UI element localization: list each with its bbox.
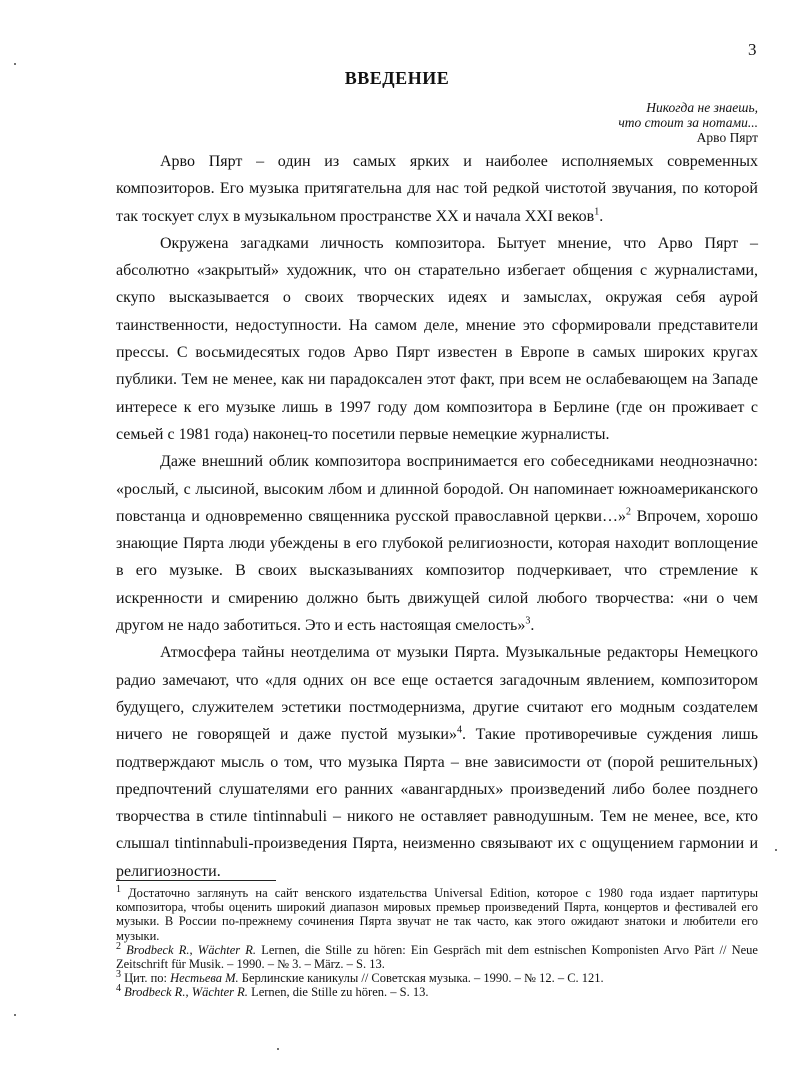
paragraph-3-tail: . [530,617,535,635]
footnote-2-authors: Brodbeck R., Wächter R. [121,942,257,957]
footnote-4-number: 4 [116,983,121,995]
epigraph-line-2: что стоит за нотами... [618,115,758,130]
footnote-3-number: 3 [116,969,121,981]
footnote-ref-1: 1 [594,206,600,218]
footnote-3 [116,971,758,985]
footnote-ref-3: 3 [525,615,531,627]
footnote-ref-4: 4 [456,724,462,736]
epigraph-author: Арво Пярт [696,130,758,145]
footnote-1-number: 1 [116,883,121,895]
footnote-4-authors: Brodbeck R., Wächter R. [121,985,248,1000]
body-text [116,148,758,885]
footnote-2 [116,940,758,972]
scan-speck [14,1014,16,1016]
footnote-3-prefix: Цит. по: [121,971,171,986]
paragraph-2 [116,230,758,448]
footnote-3-text: Берлинские каникулы // Советская музыка. – 1990. – № 12. – С. 121. [238,971,604,986]
footnote-ref-2: 2 [626,506,631,518]
paragraph-1 [116,148,758,230]
epigraph [618,100,758,145]
footnote-4 [116,985,758,999]
footnote-4-text: Lernen, die Stille zu hören. – S. 13. [247,985,429,1000]
paragraph-1-text: Арво Пярт – один из самых ярких и наиболее исполняемых современных композиторов. Его музыка притягательна для нас той редкой чистотой звучания, по которой так тоскует слух в музыкальном пространстве XX и начала XXI веков [116,153,758,225]
footnote-divider [116,880,276,881]
page-title: ВВЕДЕНИЕ [344,68,450,88]
scan-speck [277,1048,279,1050]
epigraph-line-1: Никогда не знаешь, [646,100,758,115]
footnote-2-number: 2 [116,940,121,952]
paragraph-4-text-a: Атмосфера тайны неотделима от музыки Пярта. Музыкальные редакторы Немецкого радио замечают, что «для одних он все еще остается загадочным явлением, композитором будущего, служителем эстетики постмодернизма, другие считают его модным создателем ничего не говорящей и даже пустой музыки» [116,644,758,744]
scan-speck [14,63,16,65]
footnote-2-text: Lernen, die Stille zu hören: Ein Gespräch mit dem estnischen Komponisten Arvo Pärt // Neue Zeitschrift für Musik. – 1990. – № 3. – März. – S. 13. [116,942,758,972]
footnote-1-text: Достаточно заглянуть на сайт венского издательства Universal Edition, которое с 1980 года издает партитуры композитора, чтобы оценить широкий диапазон мировых премьер произведений Пярта, концертов и фестивалей его музыки. В России по-прежнему сочинения Пярта звучат не так часто, как этого ожидают знатоки и любители его музыки. [116,886,758,943]
paragraph-3 [116,448,758,639]
footnote-1 [116,883,758,943]
footnotes [116,883,758,1000]
paragraph-3-text-b: Впрочем, хорошо знающие Пярта люди убеждены в его глубокой религиозности, которая находит воплощение в его музыке. В своих высказываниях композитор подчеркивает, что стремление к искренности и смирению должно быть движущей силой любого творчества: «ни о чем другом не надо заботиться. Это и есть настоящая смелость» [116,507,758,635]
paragraph-3-text-a: Даже внешний облик композитора воспринимается его собеседниками неоднозначно: «рослый, с лысиной, высоким лбом и длинной бородой. Он напоминает южноамериканского повстанца и одновременно священника русской православной церкви…» [116,453,758,525]
paragraph-4-text-b: . Такие противоречивые суждения лишь подтверждают мысль о том, что музыка Пярта – вне зависимости от (порой решительных) предпочтений слушателями его ранних «авангардных» произведений либо более позднего творчества в стиле tintinnabuli – никого не оставляет равнодушным. Тем не менее, все, кто слышал tintinnabuli-произведения Пярта, неизменно связывают их с ощущением гармонии и религиозности. [116,726,759,880]
footnote-3-author: Нестьева М. [170,971,239,986]
paragraph-2-text: Окружена загадками личность композитора. Бытует мнение, что Арво Пярт – абсолютно «закрытый» художник, что он старательно избегает общения с журналистами, скупо высказывается о своих творческих идеях и замыслах, окружая себя аурой таинственности, недоступности. На самом деле, мнение это сформировали представители прессы. С восьмидесятых годов Арво Пярт известен в Европе в самых широких кругах публики. Тем не менее, как ни парадоксален этот факт, при всем не ослабевающем на Западе интересе к его музыке лишь в 1997 году дом композитора в Берлине (где он проживает с семьей с 1981 года) наконец-то посетили первые немецкие журналисты. [116,234,758,443]
scan-speck [775,849,777,851]
page-number: 3 [748,40,757,59]
paragraph-1-tail: . [599,207,604,225]
paragraph-4 [116,639,758,885]
